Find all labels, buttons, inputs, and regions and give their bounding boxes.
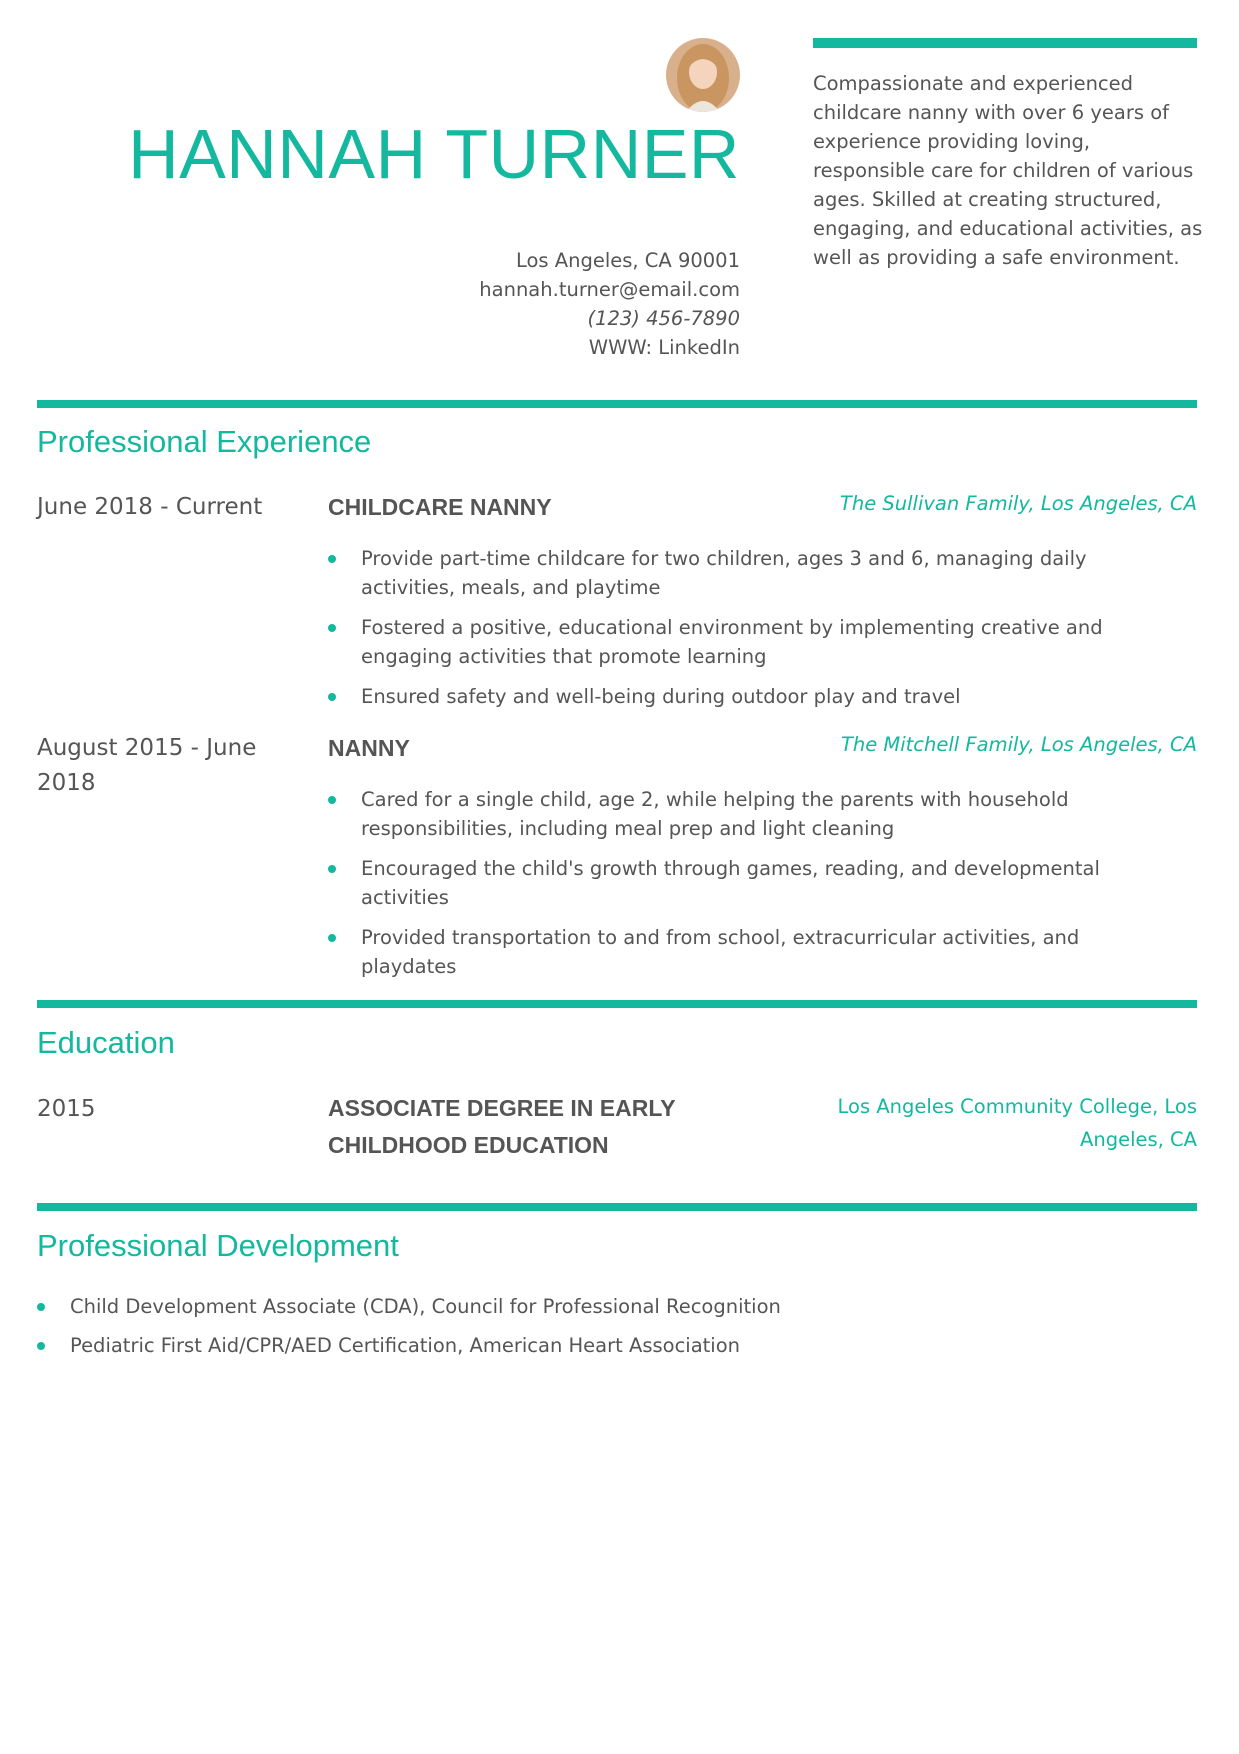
bullet-text: Cared for a single child, age 2, while helping the parents with household responsibilities, including meal prep and light cleaning <box>361 788 1069 840</box>
list-item <box>328 785 1158 843</box>
list-item <box>328 854 1158 912</box>
bullet-text: Provide part-time childcare for two children, ages 3 and 6, managing daily activities, meals, and playtime <box>361 547 1087 599</box>
job-employer: The Sullivan Family, Los Angeles, CA <box>839 492 1197 515</box>
profile-photo <box>666 38 740 112</box>
job-bullets <box>328 544 1158 722</box>
section-divider-experience <box>37 400 1197 408</box>
bullet-icon <box>37 1342 45 1350</box>
summary-divider <box>813 38 1197 48</box>
bullet-text: Provided transportation to and from school, extracurricular activities, and playdates <box>361 926 1080 978</box>
contact-block <box>479 246 740 362</box>
contact-phone[interactable]: (123) 456-7890 <box>587 307 740 330</box>
job-bullets <box>328 785 1158 992</box>
development-list <box>37 1292 1137 1370</box>
development-item: Pediatric First Aid/CPR/AED Certification, American Heart Association <box>70 1334 741 1357</box>
candidate-name: HANNAH TURNER <box>128 115 740 193</box>
job-dates: August 2015 - June 2018 <box>37 735 257 796</box>
section-divider-development <box>37 1203 1197 1211</box>
bullet-text: Ensured safety and well-being during outdoor play and travel <box>361 685 961 708</box>
education-school: Los Angeles Community College, Los Angeles, CA <box>837 1095 1197 1151</box>
development-item: Child Development Associate (CDA), Council for Professional Recognition <box>70 1295 781 1318</box>
list-item <box>37 1292 1137 1321</box>
section-title-education: Education <box>37 1025 175 1060</box>
bullet-icon <box>328 865 336 873</box>
contact-website[interactable]: WWW: LinkedIn <box>588 336 740 359</box>
person-photo-icon <box>666 38 740 112</box>
job-role: CHILDCARE NANNY <box>328 494 552 520</box>
contact-address: Los Angeles, CA 90001 <box>515 249 740 272</box>
list-item <box>328 613 1158 671</box>
education-degree: ASSOCIATE DEGREE IN EARLY CHILDHOOD EDUCATION <box>328 1095 676 1158</box>
bullet-text: Fostered a positive, educational environment by implementing creative and engaging activities that promote learning <box>361 616 1103 668</box>
bullet-icon <box>328 624 336 632</box>
list-item <box>37 1331 1137 1360</box>
list-item <box>328 923 1158 981</box>
bullet-icon <box>328 796 336 804</box>
education-year: 2015 <box>37 1096 96 1122</box>
job-role: NANNY <box>328 735 410 761</box>
section-divider-education <box>37 1000 1197 1008</box>
list-item <box>328 544 1158 602</box>
bullet-icon <box>328 693 336 701</box>
job-employer: The Mitchell Family, Los Angeles, CA <box>840 733 1197 756</box>
section-title-development: Professional Development <box>37 1228 399 1263</box>
bullet-text: Encouraged the child's growth through games, reading, and developmental activities <box>361 857 1100 909</box>
bullet-icon <box>37 1303 45 1311</box>
contact-email[interactable]: hannah.turner@email.com <box>479 278 740 301</box>
list-item <box>328 682 1158 711</box>
job-dates: June 2018 - Current <box>37 494 263 520</box>
section-title-experience: Professional Experience <box>37 424 372 459</box>
summary-text: Compassionate and experienced childcare nanny with over 6 years of experience providing loving, responsible care for children of various ages. Skilled at creating structured, engaging, and educational activities, as well as providing a safe environment. <box>813 72 1203 269</box>
bullet-icon <box>328 555 336 563</box>
bullet-icon <box>328 934 336 942</box>
